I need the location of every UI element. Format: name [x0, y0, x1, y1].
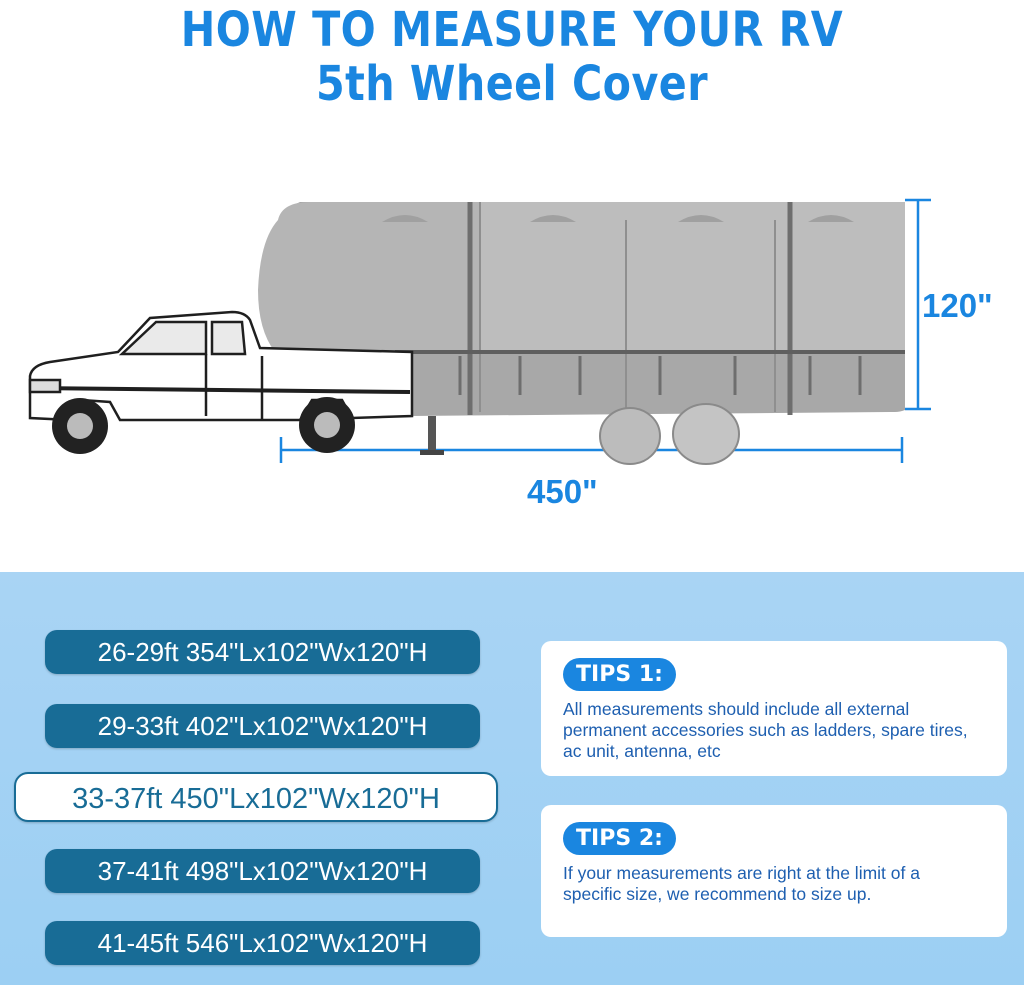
- size-option-26-29ft[interactable]: 26-29ft 354"Lx102"Wx120"H: [45, 630, 480, 674]
- height-label: 120": [922, 287, 993, 324]
- fifth-wheel-cover: [258, 202, 905, 464]
- tips-1-badge: TIPS 1:: [563, 658, 676, 691]
- size-option-37-41ft[interactable]: 37-41ft 498"Lx102"Wx120"H: [45, 849, 480, 893]
- length-label: 450": [527, 473, 598, 510]
- size-option-41-45ft[interactable]: 41-45ft 546"Lx102"Wx120"H: [45, 921, 480, 965]
- tips-2-text: If your measurements are right at the limit of a specific size, we recommend to size up.: [563, 863, 920, 904]
- page-title: HOW TO MEASURE YOUR RV: [180, 2, 844, 58]
- tips-2-card: [541, 805, 1007, 937]
- tips-1-text: All measurements should include all external permanent accessories such as ladders, spare tires, ac unit, antenna, etc: [563, 699, 968, 761]
- size-option-29-33ft[interactable]: 29-33ft 402"Lx102"Wx120"H: [45, 704, 480, 748]
- rv-illustration: [0, 180, 1024, 520]
- length-dimension-line: [281, 437, 902, 463]
- tips-2-badge: TIPS 2:: [563, 822, 676, 855]
- page-subtitle: 5th Wheel Cover: [315, 56, 709, 112]
- tips-1-card: [541, 641, 1007, 776]
- size-option-33-37ft-selected[interactable]: 33-37ft 450"Lx102"Wx120"H: [14, 772, 498, 822]
